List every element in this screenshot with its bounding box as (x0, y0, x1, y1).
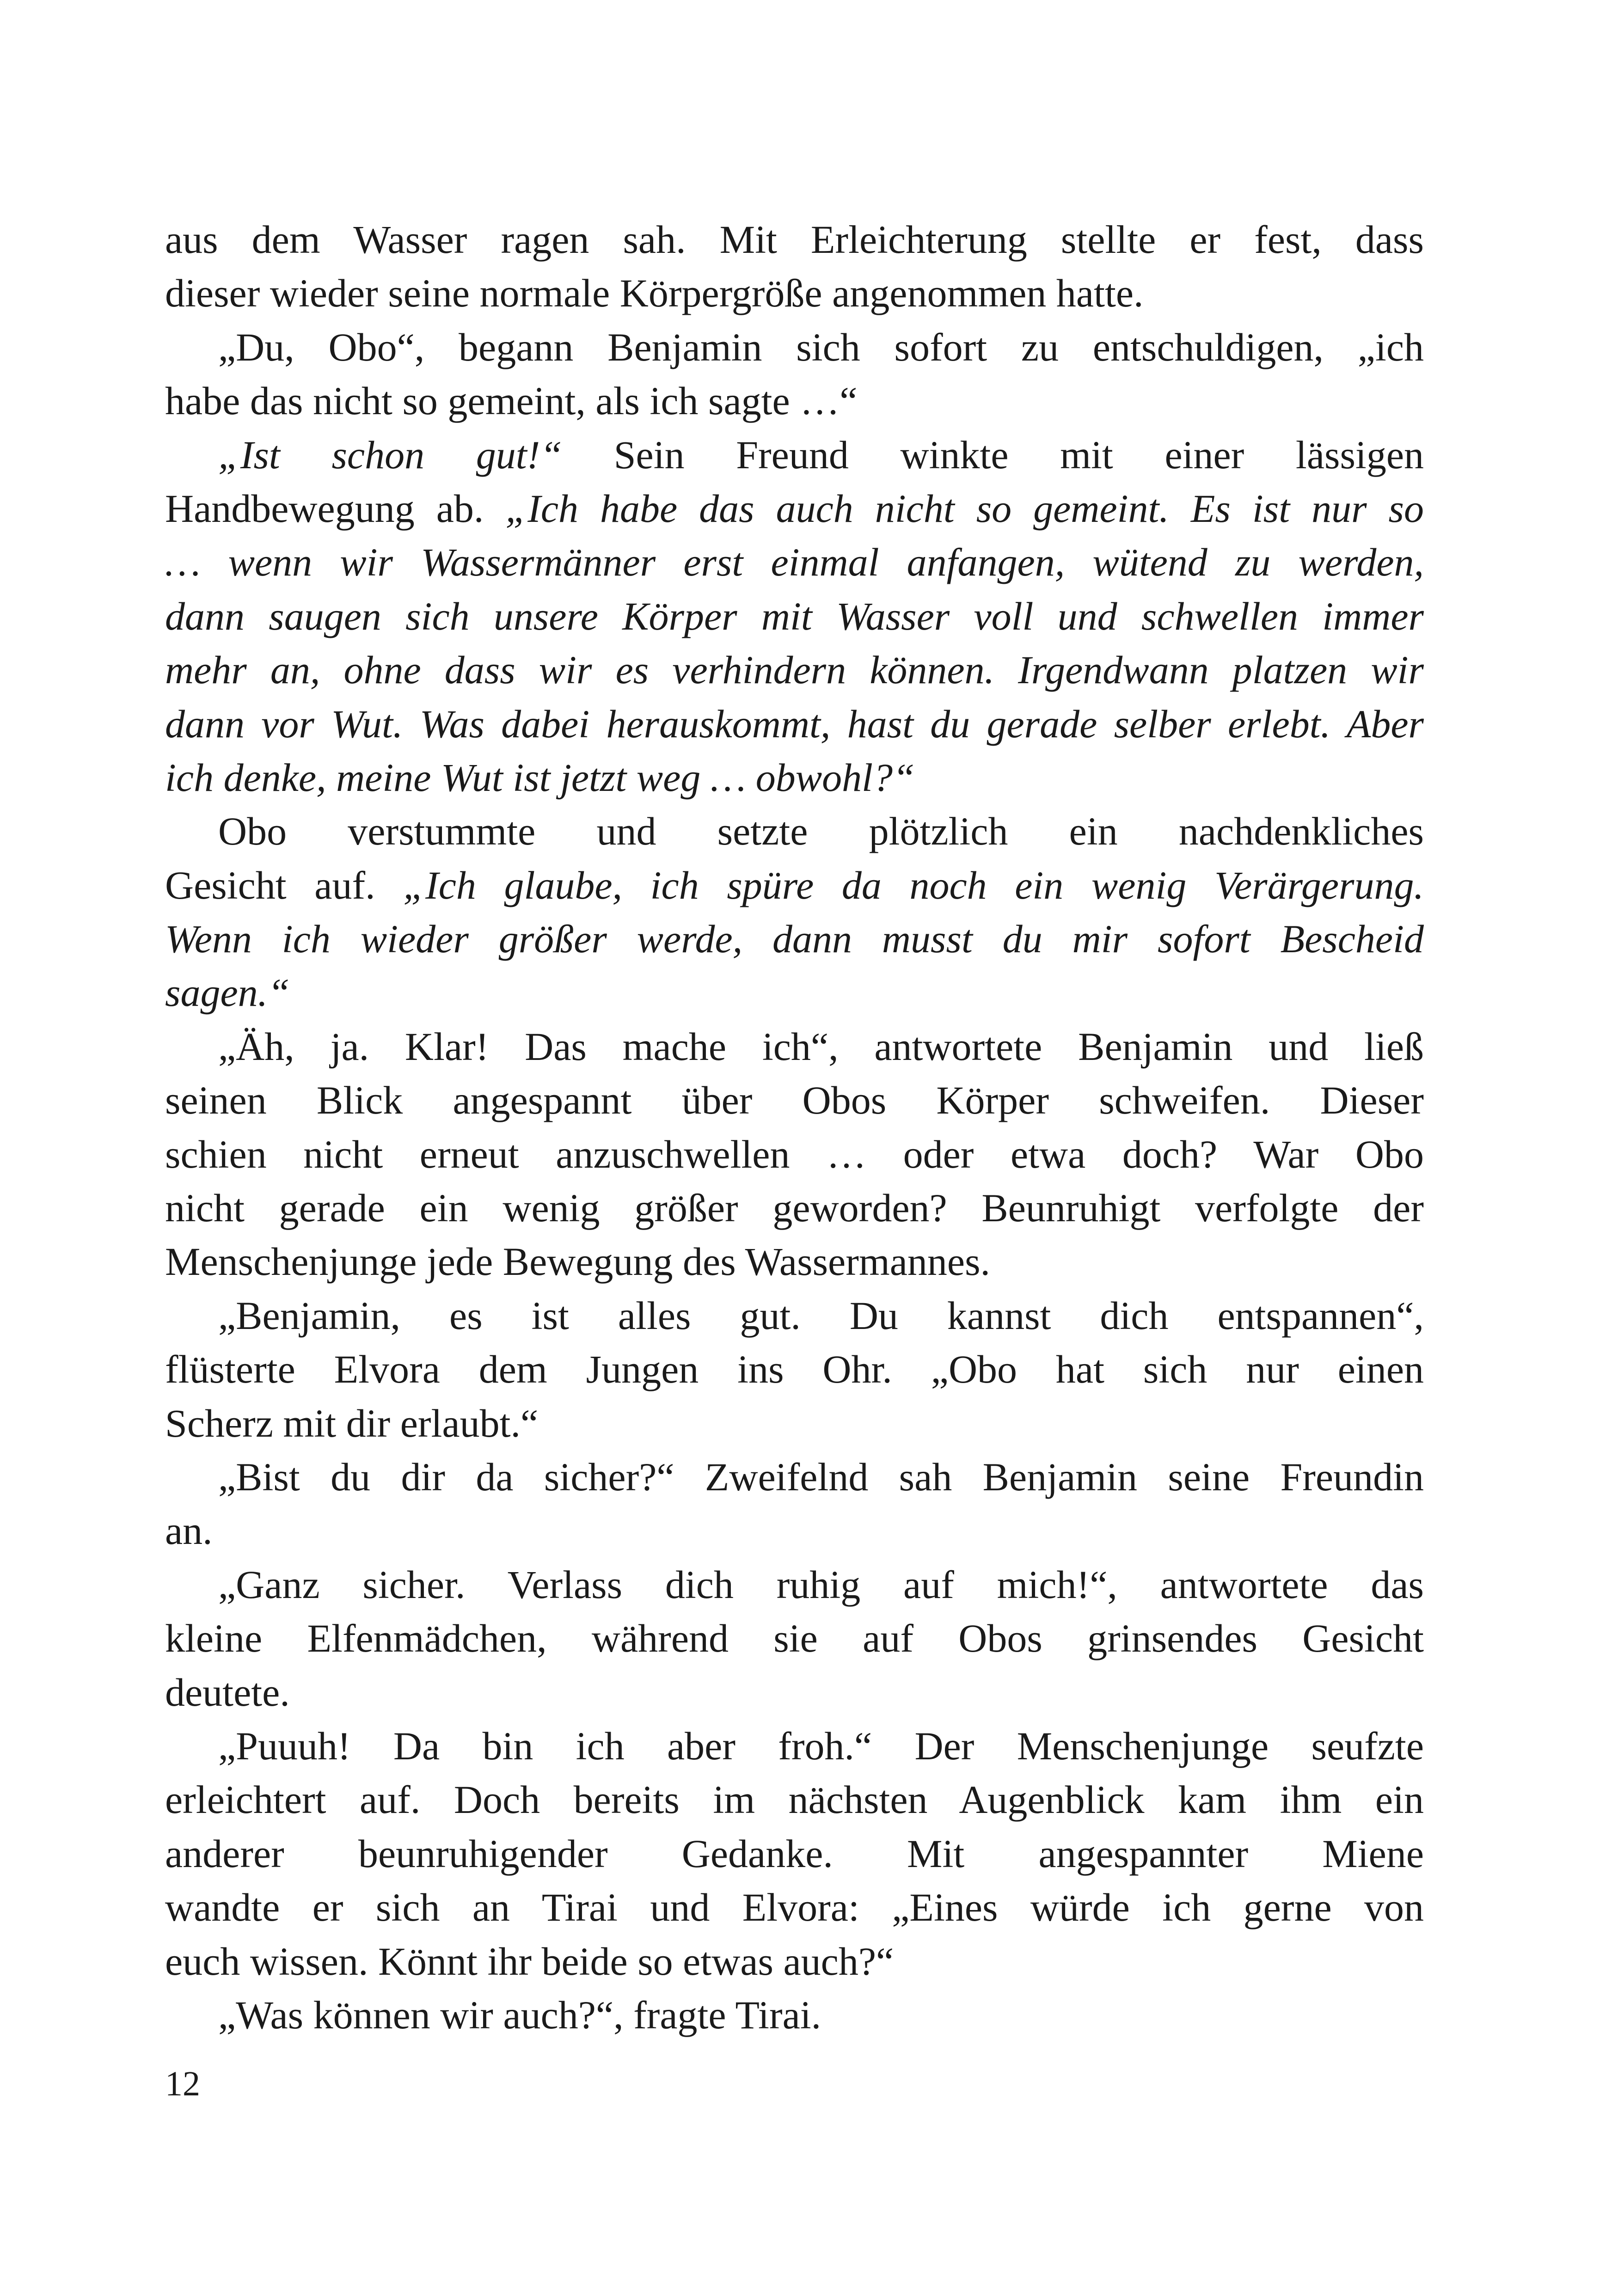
italic-text-span: … wenn wir Wassermänner erst einmal anfangen, wütend zu werden, (165, 540, 1424, 585)
text-span: Scherz mit dir erlaubt.“ (165, 1401, 539, 1445)
text-span: erleichtert auf. Doch bereits im nächsten Augenblick kam ihm ein (165, 1777, 1424, 1822)
text-span: „Ganz sicher. Verlass dich ruhig auf mich!“, antwortete das (218, 1562, 1424, 1607)
italic-text-span: mehr an, ohne dass wir es verhindern können. Irgendwann platzen wir (165, 648, 1424, 692)
text-line (165, 1880, 1424, 1934)
italic-text-span: „Ist schon gut!“ (218, 432, 563, 477)
text-span: „Du, Obo“, begann Benjamin sich sofort zu entschuldigen, „ich (218, 325, 1424, 369)
text-line (165, 1289, 1424, 1342)
text-line (165, 1665, 1424, 1719)
text-line (165, 1181, 1424, 1235)
text-line (165, 535, 1424, 589)
text-span: seinen Blick angespannt über Obos Körper schweifen. Dieser (165, 1078, 1424, 1123)
text-line (165, 1073, 1424, 1127)
text-line (165, 751, 1424, 804)
text-span: nicht gerade ein wenig größer geworden? Beunruhigt verfolgte der (165, 1186, 1424, 1231)
text-span: Sein Freund winkte mit einer lässigen (562, 432, 1424, 477)
text-span: anderer beunruhigender Gedanke. Mit angespannter Miene (165, 1831, 1424, 1876)
page-number: 12 (165, 2064, 200, 2103)
text-span: Menschenjunge jede Bewegung des Wassermannes. (165, 1239, 991, 1284)
text-line (165, 912, 1424, 966)
text-span: „Äh, ja. Klar! Das mache ich“, antwortete Benjamin und ließ (218, 1024, 1424, 1069)
text-span: „Puuuh! Da bin ich aber froh.“ Der Menschenjunge seufzte (218, 1723, 1424, 1768)
text-line (165, 643, 1424, 697)
text-line (165, 266, 1424, 320)
text-line (165, 320, 1424, 374)
text-line (165, 1342, 1424, 1396)
text-span: dieser wieder seine normale Körpergröße angenommen hatte. (165, 271, 1144, 316)
italic-text-span: ich denke, meine Wut ist jetzt weg … obwohl?“ (165, 755, 915, 800)
text-line (165, 1127, 1424, 1181)
text-line (165, 482, 1424, 535)
text-span: Gesicht auf. (165, 863, 404, 907)
text-span: euch wissen. Könnt ihr beide so etwas auch?“ (165, 1939, 894, 1984)
text-line (165, 1020, 1424, 1073)
text-line (165, 374, 1424, 428)
text-span: „Was können wir auch?“, fragte Tirai. (218, 1992, 821, 2037)
text-span: Handbewegung ab. (165, 486, 506, 531)
text-line (165, 1558, 1424, 1611)
text-span: kleine Elfenmädchen, während sie auf Obos grinsendes Gesicht (165, 1616, 1424, 1661)
text-line (165, 1396, 1424, 1450)
text-span: an. (165, 1508, 213, 1553)
text-line (165, 697, 1424, 751)
text-line (165, 428, 1424, 482)
text-span: flüsterte Elvora dem Jungen ins Ohr. „Obo hat sich nur einen (165, 1347, 1424, 1392)
text-span: Obo verstummte und setzte plötzlich ein nachdenkliches (218, 809, 1424, 854)
text-line (165, 1504, 1424, 1557)
italic-text-span: dann saugen sich unsere Körper mit Wasser voll und schwellen immer (165, 594, 1424, 638)
text-line (165, 1773, 1424, 1826)
text-line (165, 1450, 1424, 1504)
text-line (165, 966, 1424, 1019)
text-span: habe das nicht so gemeint, als ich sagte …“ (165, 379, 858, 423)
page-body (165, 213, 1424, 2042)
text-line (165, 1611, 1424, 1665)
text-span: schien nicht erneut anzuschwellen … oder etwa doch? War Obo (165, 1132, 1424, 1176)
text-span: deutete. (165, 1670, 290, 1714)
text-line (165, 1235, 1424, 1288)
text-line (165, 1719, 1424, 1773)
text-line (165, 1935, 1424, 1988)
text-line (165, 1827, 1424, 1880)
text-span: „Benjamin, es ist alles gut. Du kannst dich entspannen“, (218, 1293, 1424, 1338)
text-line (165, 804, 1424, 858)
text-span: wandte er sich an Tirai und Elvora: „Eines würde ich gerne von (165, 1885, 1424, 1930)
text-line (165, 589, 1424, 643)
italic-text-span: Wenn ich wieder größer werde, dann musst du mir sofort Bescheid (165, 917, 1424, 961)
italic-text-span: sagen.“ (165, 970, 290, 1015)
italic-text-span: dann vor Wut. Was dabei herauskommt, hast du gerade selber erlebt. Aber (165, 701, 1424, 746)
italic-text-span: „Ich glaube, ich spüre da noch ein wenig Verärgerung. (403, 863, 1424, 907)
text-span: aus dem Wasser ragen sah. Mit Erleichterung stellte er fest, dass (165, 217, 1424, 262)
text-line (165, 213, 1424, 266)
italic-text-span: „Ich habe das auch nicht so gemeint. Es ist nur so (505, 486, 1424, 531)
text-line (165, 1988, 1424, 2042)
text-line (165, 858, 1424, 912)
text-span: „Bist du dir da sicher?“ Zweifelnd sah Benjamin seine Freundin (218, 1454, 1424, 1499)
